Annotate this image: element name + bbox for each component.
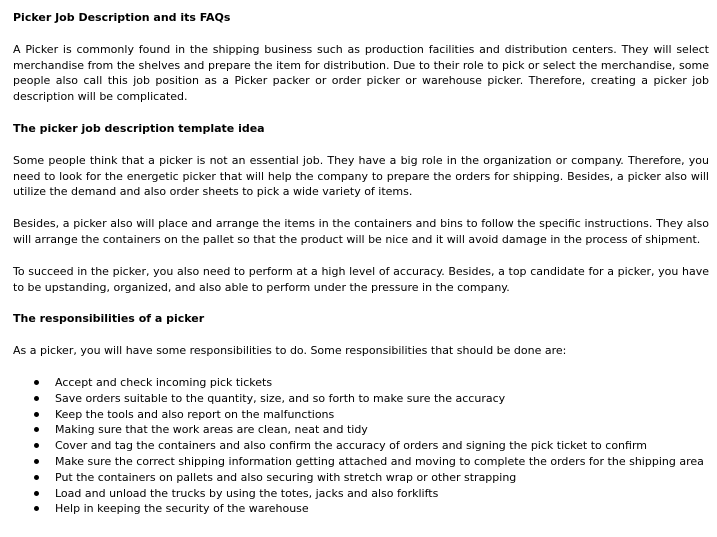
list-item	[13, 470, 709, 486]
list-item	[13, 486, 709, 502]
spacer	[13, 327, 709, 343]
template-paragraph-3: To succeed in the picker, you also need to perform at a high level of accuracy. Besides, a top candidate for a picker, you have to be upstanding, organized, and also able to perform under the pressure in the company.	[13, 264, 709, 294]
intro-paragraph: A Picker is commonly found in the shipping business such as production facilities and distribution centers. They will select merchandise from the shelves and prepare the item for distribution. Due to their role to pick or select the merchandise, some people also call this job position as a Picker packer or order picker or warehouse picker. Therefore, creating a picker job description will be complicated.	[13, 42, 709, 104]
list-item	[13, 391, 709, 407]
spacer	[13, 137, 709, 153]
list-item	[13, 438, 709, 454]
list-item-text: Save orders suitable to the quantity, size, and so forth to make sure the accuracy	[55, 391, 506, 405]
bullet-icon	[34, 396, 39, 401]
list-item-text: Making sure that the work areas are clean, neat and tidy	[55, 423, 368, 437]
bullet-icon	[34, 459, 39, 464]
bullet-icon	[34, 443, 39, 448]
spacer	[13, 105, 709, 121]
list-item-text: Cover and tag the containers and also confirm the accuracy of orders and signing the pick ticket to confirm	[55, 439, 648, 453]
list-item	[13, 407, 709, 423]
template-paragraph-1: Some people think that a picker is not an essential job. They have a big role in the organization or company. Therefore, you need to look for the energetic picker that will help the company to prepare the orders for shipping. Besides, a picker also will utilize the demand and also order sheets to pick a wide variety of items.	[13, 153, 709, 199]
responsibilities-intro: As a picker, you will have some responsibilities to do. Some responsibilities that should be done are:	[13, 344, 567, 358]
bullet-icon	[34, 380, 39, 385]
list-item-text: Load and unload the trucks by using the totes, jacks and also forklifts	[55, 486, 439, 500]
list-item-text: Make sure the correct shipping information getting attached and moving to complete the orders for the shipping area	[55, 454, 704, 468]
bullet-icon	[34, 427, 39, 432]
spacer	[13, 248, 709, 264]
list-item	[13, 501, 709, 517]
spacer	[13, 200, 709, 216]
spacer	[13, 295, 709, 311]
section-heading-template: The picker job description template idea	[13, 121, 265, 135]
responsibilities-list	[13, 375, 709, 517]
template-paragraph-2: Besides, a picker also will place and arrange the items in the containers and bins to follow the specific instructions. They also will arrange the containers on the pallet so that the product will be nice and it will avoid damage in the process of shipment.	[13, 217, 709, 246]
spacer	[13, 359, 709, 375]
bullet-icon	[34, 475, 39, 480]
list-item	[13, 375, 709, 391]
bullet-icon	[34, 412, 39, 417]
list-item	[13, 454, 709, 470]
list-item-text: Help in keeping the security of the warehouse	[55, 502, 309, 516]
document-title: Picker Job Description and its FAQs	[13, 11, 231, 24]
spacer	[13, 26, 709, 42]
list-item	[13, 422, 709, 438]
section-heading-responsibilities: The responsibilities of a picker	[13, 312, 205, 326]
list-item-text: Accept and check incoming pick tickets	[55, 375, 273, 389]
bullet-icon	[34, 491, 39, 496]
list-item-text: Keep the tools and also report on the malfunctions	[55, 407, 335, 421]
list-item-text: Put the containers on pallets and also securing with stretch wrap or other strapping	[55, 470, 517, 484]
bullet-icon	[34, 506, 39, 511]
